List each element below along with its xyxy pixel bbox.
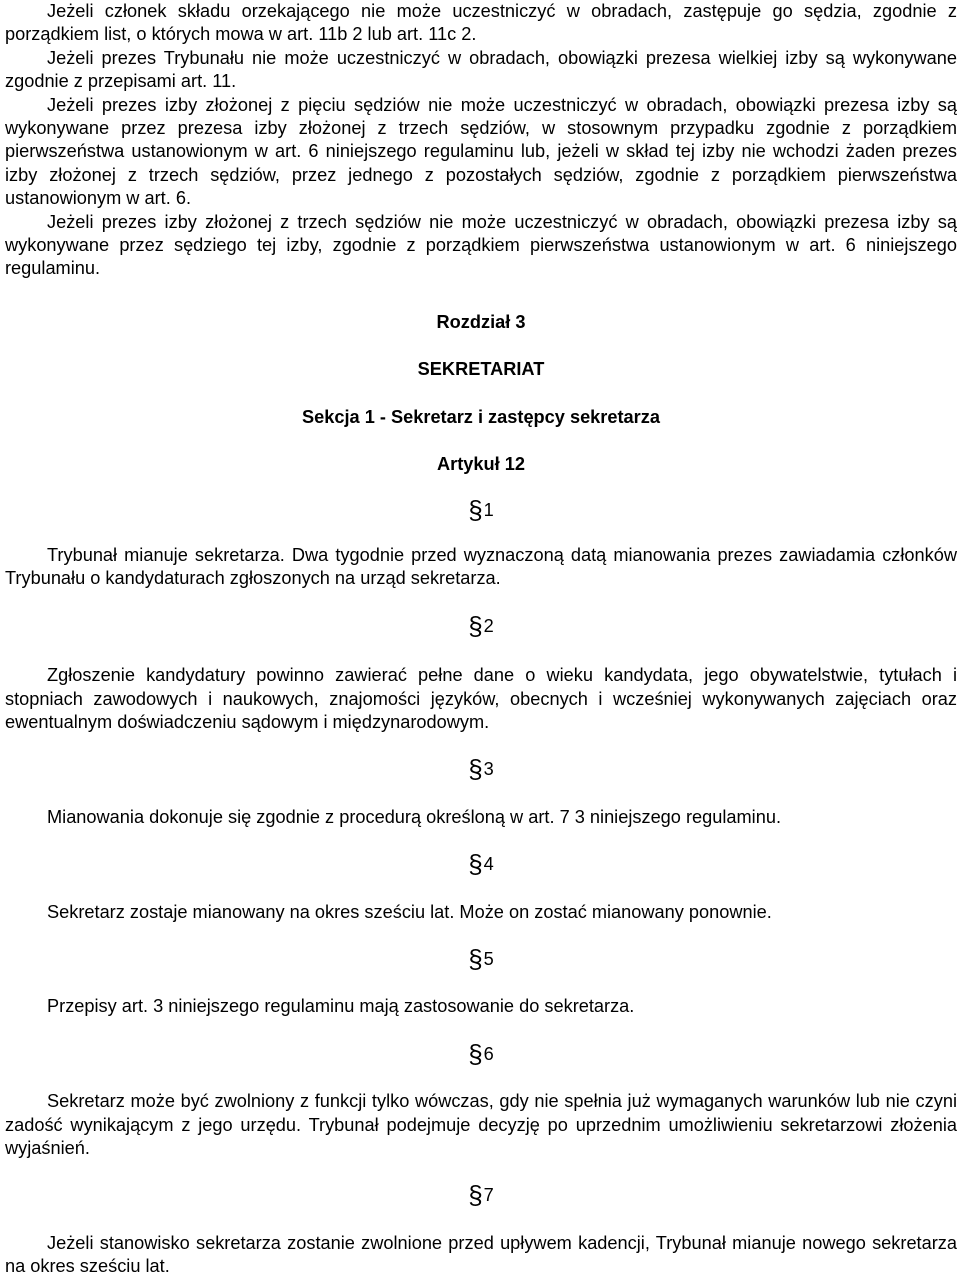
section-title: Sekcja 1 - Sekretarz i zastępcy sekretarza xyxy=(302,406,660,427)
section-number: §3 xyxy=(468,754,494,785)
section-symbol: § xyxy=(468,754,483,785)
section-text: Jeżeli stanowisko sekretarza zostanie zwolnione przed upływem kadencji, Trybunał mianuje nowego sekretarza na okres sześciu lat. xyxy=(5,1232,957,1277)
section-number: §2 xyxy=(468,610,494,641)
section-symbol: § xyxy=(468,1180,483,1211)
chapter-heading: Rozdział 3 xyxy=(436,311,526,332)
section-number: §5 xyxy=(468,943,494,974)
section-number: §1 xyxy=(468,494,494,525)
section-symbol: § xyxy=(468,849,483,880)
intro-paragraph: Jeżeli członek składu orzekającego nie może uczestniczyć w obradach, zastępuje go sędzia, zgodnie z porządkiem list, o których mowa w art. 11b 2 lub art. 11c 2. xyxy=(5,1,957,45)
intro-paragraph: Jeżeli prezes izby złożonej z pięciu sędziów nie może uczestniczyć w obradach, obowiązki prezesa izby są wykonywane przez prezesa izby złożonej z trzech sędziów, w stosownym przypadku zgodnie z porządkiem pierwszeństwa ustanowionym w art. 6 niniejszego regulaminu lub, jeżeli w skład tej izby nie wchodzi żaden prezes izby złożonej z trzech sędziów, przez jednego z pozostałych sędziów, zgodnie z porządkiem pierwszeństwa ustanowionym w art. 6. xyxy=(5,94,957,209)
section-text: Trybunał mianuje sekretarza. Dwa tygodnie przed wyznaczoną datą mianowania prezes zawiadamia członków Trybunału o kandydaturach zgłoszonych na urząd sekretarza. xyxy=(5,544,957,589)
section-symbol: § xyxy=(468,494,483,525)
intro-paragraph: Jeżeli prezes izby złożonej z trzech sędziów nie może uczestniczyć w obradach, obowiązki prezesa izby są wykonywane przez sędziego tej izby, zgodnie z porządkiem pierwszeństwa ustanowionym w art. 6 niniejszego regulaminu. xyxy=(5,211,957,279)
section-symbol: § xyxy=(468,943,483,974)
section-text: Przepisy art. 3 niniejszego regulaminu mają zastosowanie do sekretarza. xyxy=(47,996,635,1017)
section-symbol: § xyxy=(468,610,483,641)
article-title: Artykuł 12 xyxy=(437,454,525,475)
section-number: §6 xyxy=(468,1038,494,1069)
intro-paragraph: Jeżeli prezes Trybunału nie może uczestniczyć w obradach, obowiązki prezesa wielkiej izby są wykonywane zgodnie z przepisami art. 11. xyxy=(5,47,957,92)
section-number: §4 xyxy=(468,849,494,880)
chapter-title: SEKRETARIAT xyxy=(417,359,545,380)
section-text: Sekretarz może być zwolniony z funkcji tylko wówczas, gdy nie spełnia już wymaganych warunków lub nie czyni zadość wynikającym z jego urzędu. Trybunał podejmuje decyzję po uprzednim umożliwieniu sekretarzowi złożenia wyjaśnień. xyxy=(5,1091,957,1158)
section-text: Mianowania dokonuje się zgodnie z procedurą określoną w art. 7 3 niniejszego regulaminu. xyxy=(47,806,782,827)
section-text: Zgłoszenie kandydatury powinno zawierać pełne dane o wieku kandydata, jego obywatelstwie, tytułach i stopniach zawodowych i naukowych, znajomości języków, obecnych i wcześniej wykonywanych zajęciach oraz ewentualnym doświadczeniu sądowym i międzynarodowym. xyxy=(5,665,957,732)
section-number: §7 xyxy=(468,1180,494,1211)
section-symbol: § xyxy=(468,1038,483,1069)
document-page xyxy=(5,0,957,1279)
section-text: Sekretarz zostaje mianowany na okres sześciu lat. Może on zostać mianowany ponownie. xyxy=(47,901,772,922)
